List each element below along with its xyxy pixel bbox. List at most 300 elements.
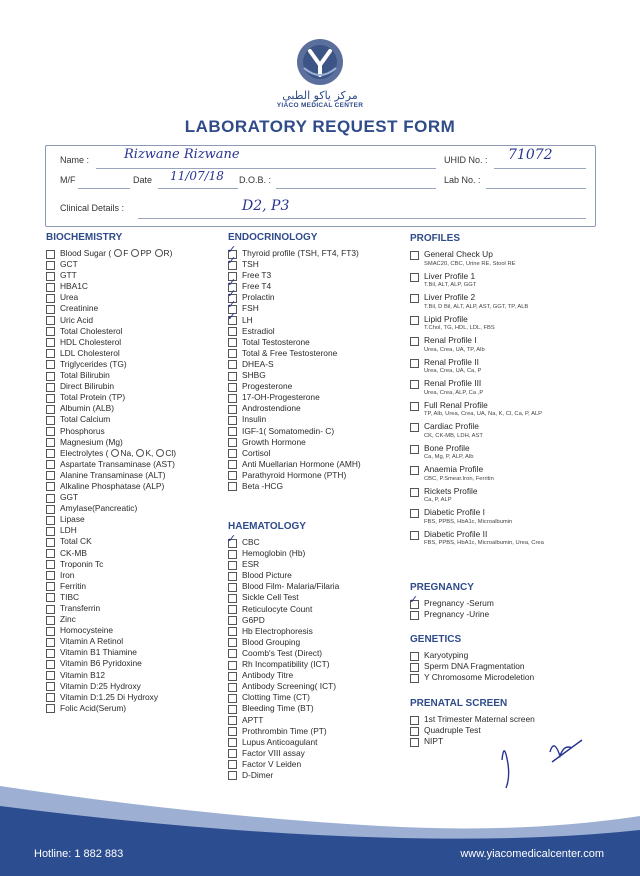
biochemistry-section — [46, 231, 176, 714]
checkbox[interactable] — [228, 594, 237, 603]
test-item-factor-v-leiden — [228, 759, 339, 770]
checkbox[interactable] — [410, 423, 419, 432]
mf-line — [78, 188, 130, 189]
radio-random[interactable] — [155, 249, 163, 257]
test-item-1st-trimester-maternal-screen — [410, 714, 535, 725]
test-item-vitamin-b1-thiamine — [46, 647, 176, 658]
test-item-progesterone — [228, 381, 361, 392]
profile-item-cardiac-profile — [410, 421, 544, 440]
checkbox[interactable] — [228, 583, 237, 592]
checkbox[interactable] — [228, 638, 237, 647]
profile-components: FBS, PPBS, HbA1c, Microalbumin, Urea, Crea — [424, 540, 544, 546]
test-label: Uric Acid — [60, 314, 94, 325]
checkbox[interactable] — [228, 605, 237, 614]
checkbox[interactable] — [228, 405, 237, 414]
test-label: Reticulocyte Count — [242, 603, 313, 614]
test-label: Vitamin B6 Pyridoxine — [60, 658, 142, 669]
checkbox[interactable] — [46, 605, 55, 614]
test-label: Phosphorus — [60, 425, 105, 436]
checkbox[interactable] — [228, 471, 237, 480]
dob-label: D.O.B. : — [239, 175, 272, 185]
checkbox[interactable] — [228, 394, 237, 403]
checkbox[interactable] — [46, 693, 55, 702]
test-item-blood-picture — [228, 570, 339, 581]
name-value[interactable]: Rizwane Rizwane — [124, 147, 240, 162]
checkbox[interactable] — [228, 705, 237, 714]
test-item-hba1c — [46, 281, 176, 292]
checkbox[interactable] — [46, 460, 55, 469]
checkbox[interactable] — [410, 466, 419, 475]
tick-mark-icon: ✓ — [227, 243, 237, 256]
profile-item-diabetic-profile-i — [410, 507, 544, 526]
checkbox[interactable] — [228, 683, 237, 692]
checkbox[interactable] — [228, 727, 237, 736]
checkbox[interactable] — [46, 616, 55, 625]
checkbox[interactable] — [228, 738, 237, 747]
test-label: Homocysteine — [60, 625, 114, 636]
test-label: Albumin (ALB) — [60, 403, 114, 414]
profile-name: Bone Profile — [424, 442, 470, 453]
checkbox[interactable] — [410, 738, 419, 747]
profile-name: Lipid Profile — [424, 313, 468, 324]
test-label: Blood Picture — [242, 570, 292, 581]
checkbox[interactable] — [410, 674, 419, 683]
test-item-direct-bilirubin — [46, 381, 176, 392]
test-item-parathyroid-hormone-pth — [228, 470, 361, 481]
profile-name: Renal Profile II — [424, 356, 479, 367]
electrolytes-item — [46, 448, 176, 459]
test-label: Parathyroid Hormone (PTH) — [242, 469, 347, 480]
checkbox[interactable] — [228, 561, 237, 570]
test-label: Total CK — [60, 536, 92, 547]
checkbox[interactable] — [46, 560, 55, 569]
radio-k[interactable] — [136, 449, 144, 457]
profile-components: TP, Alb, Urea, Crea, UA, Na, K, Cl, Ca, P, ALP — [424, 411, 543, 417]
checkbox[interactable] — [46, 427, 55, 436]
profile-item-rickets-profile — [410, 486, 544, 505]
test-item-prolactin — [227, 287, 361, 303]
test-item-tsh — [227, 254, 361, 270]
brand-arabic: مركز ياكو الطبي — [282, 89, 358, 102]
test-item-alkaline-phosphatase-alp — [46, 481, 176, 492]
checkbox[interactable] — [46, 638, 55, 647]
profile-components: Urea, Crea, UA, Ca, P — [424, 368, 482, 374]
test-item-total-free-testosterone — [228, 348, 361, 359]
checkbox[interactable] — [46, 294, 55, 303]
checkbox[interactable] — [228, 416, 237, 425]
test-item-sickle-cell-test — [228, 592, 339, 603]
test-label: Thyroid profile (TSH, FT4, FT3) — [242, 248, 359, 258]
test-label: Vitamin D:25 Hydroxy — [60, 680, 141, 691]
profile-name: Rickets Profile — [424, 485, 478, 496]
clinical-details-line — [138, 218, 586, 219]
checkbox[interactable] — [228, 460, 237, 469]
test-item-hemoglobin-hb — [228, 548, 339, 559]
test-item-phosphorus — [46, 426, 176, 437]
test-item-total-protein-tp — [46, 392, 176, 403]
profiles-section — [410, 232, 544, 550]
checkbox[interactable] — [46, 527, 55, 536]
checkbox[interactable] — [228, 771, 237, 780]
na-label: Na, — [120, 447, 134, 458]
test-label: Hb Electrophoresis — [242, 625, 313, 636]
tick-mark-icon: ✓ — [227, 287, 237, 301]
mf-label: M/F — [60, 175, 76, 185]
date-line — [158, 188, 238, 189]
test-label: HBA1C — [60, 281, 88, 292]
profile-components: T.Bil, D Bil, ALT, ALP, AST, GGT, TP, ALB — [424, 303, 529, 310]
test-label: APTT — [242, 714, 264, 725]
test-label: Total Protein (TP) — [60, 392, 126, 403]
endocrinology-section — [228, 231, 361, 492]
profile-components: CBC, P.Smear.Iron, Ferritin — [424, 475, 494, 482]
test-label: Amylase(Pancreatic) — [60, 503, 138, 514]
checkbox[interactable] — [410, 316, 419, 325]
profiles-title: PROFILES — [410, 233, 461, 244]
test-label: Total Bilirubin — [60, 370, 110, 381]
test-label: Bleeding Time (BT) — [242, 703, 314, 714]
checkbox[interactable] — [228, 338, 237, 347]
checkbox[interactable] — [410, 294, 419, 303]
lab-no-label: Lab No. : — [444, 175, 481, 185]
checkbox[interactable] — [228, 572, 237, 581]
profile-name: Renal Profile III — [424, 378, 482, 388]
profile-name: Cardiac Profile — [424, 421, 479, 431]
checkbox[interactable] — [410, 652, 419, 661]
checkbox[interactable] — [46, 416, 55, 425]
checkbox[interactable] — [46, 482, 55, 491]
checkbox[interactable] — [46, 327, 55, 336]
test-label: G6PD — [242, 614, 265, 625]
test-item-pregnancy-serum — [409, 593, 494, 609]
test-item-vitamin-b12 — [46, 670, 176, 681]
test-item-gtt — [46, 270, 176, 281]
yiaco-logo-icon — [296, 38, 344, 86]
checkbox[interactable] — [410, 337, 419, 346]
test-item-amylase-pancreatic — [46, 503, 176, 514]
radio-na[interactable] — [111, 449, 119, 457]
test-label: Factor VIII assay — [242, 747, 305, 758]
checkbox[interactable] — [46, 704, 55, 713]
test-item-d-dimer — [228, 770, 339, 781]
checkbox[interactable] — [46, 593, 55, 602]
checkbox[interactable] — [410, 531, 419, 540]
test-item-cbc — [227, 532, 339, 548]
uhid-line — [494, 168, 586, 169]
test-label: Creatinine — [60, 303, 99, 314]
test-item-rh-incompatibility-ict — [228, 659, 339, 670]
checkbox[interactable] — [410, 402, 419, 411]
test-item-dhea-s — [228, 359, 361, 370]
radio-fasting[interactable] — [114, 249, 122, 257]
patient-details-box — [45, 145, 596, 227]
test-item-factor-viii-assay — [228, 748, 339, 759]
test-label: Rh Incompatibility (ICT) — [242, 659, 330, 670]
checkbox[interactable] — [410, 380, 419, 389]
test-label: ESR — [242, 559, 260, 570]
checkbox[interactable] — [228, 427, 237, 436]
endocrinology-title: ENDOCRINOLOGY — [228, 232, 318, 243]
checkbox[interactable] — [46, 660, 55, 669]
profile-components: CK, CK-MB, LDH, AST — [424, 432, 483, 439]
test-label: Lupus Anticoagulant — [242, 736, 318, 747]
cl-label: Cl) — [165, 447, 177, 458]
test-item-anti-muellarian-hormone-amh — [228, 459, 361, 470]
test-label: Karyotyping — [424, 650, 469, 660]
test-item-transferrin — [46, 603, 176, 614]
checkbox[interactable] — [46, 471, 55, 480]
test-item-tibc — [46, 592, 176, 603]
checkbox[interactable] — [228, 672, 237, 681]
checkbox[interactable] — [46, 394, 55, 403]
checkbox[interactable] — [46, 438, 55, 447]
test-item-cortisol — [228, 448, 361, 459]
test-label: Coomb's Test (Direct) — [242, 647, 323, 658]
k-label: K, — [145, 447, 154, 458]
test-label: Clotting Time (CT) — [242, 692, 310, 703]
checkbox[interactable] — [46, 505, 55, 514]
test-label: Aspartate Transaminase (AST) — [60, 458, 175, 469]
test-label: Zinc — [60, 614, 76, 625]
biochemistry-title: BIOCHEMISTRY — [46, 232, 123, 243]
profile-name: Anaemia Profile — [424, 464, 484, 474]
checkbox[interactable] — [228, 349, 237, 358]
name-label: Name : — [60, 155, 90, 165]
test-item-ldl-cholesterol — [46, 348, 176, 359]
test-label: Total Cholesterol — [60, 325, 123, 336]
test-item-magnesium-mg — [46, 437, 176, 448]
fasting-label: F — [123, 248, 129, 258]
test-item-blood-grouping — [228, 637, 339, 648]
checkbox[interactable] — [410, 273, 419, 282]
checkbox[interactable] — [46, 516, 55, 525]
checkbox[interactable] — [46, 627, 55, 636]
test-item-alanine-transaminase-alt — [46, 470, 176, 481]
test-item-lupus-anticoagulant — [228, 737, 339, 748]
test-label: Cortisol — [242, 447, 271, 458]
test-item-fsh — [227, 298, 361, 314]
checkbox[interactable] — [46, 682, 55, 691]
clinical-details-value[interactable]: D2, P3 — [242, 198, 290, 214]
test-label: Pregnancy -Urine — [424, 609, 490, 620]
test-label: Beta -HCG — [242, 480, 283, 491]
tick-mark-icon: ✓ — [227, 298, 237, 312]
checkbox[interactable] — [46, 405, 55, 414]
test-label: Transferrin — [60, 603, 101, 613]
checkbox[interactable] — [46, 316, 55, 325]
test-label: Blood Grouping — [242, 636, 301, 647]
test-item-karyotyping — [410, 650, 534, 661]
checkbox[interactable] — [46, 649, 55, 658]
test-label: Lipase — [60, 514, 85, 525]
pregnancy-section — [410, 581, 494, 620]
checkbox[interactable] — [46, 671, 55, 680]
test-item-antibody-screening-ict — [228, 681, 339, 692]
test-item-iron — [46, 570, 176, 581]
checkbox[interactable] — [228, 616, 237, 625]
date-value[interactable]: 11/07/18 — [170, 169, 224, 183]
form-title: LABORATORY REQUEST FORM — [184, 117, 456, 136]
test-item-triglycerides-tg — [46, 359, 176, 370]
website-link[interactable]: www.yiacomedicalcenter.com — [460, 848, 604, 860]
test-item-free-t4 — [227, 276, 361, 292]
test-label: NIPT — [424, 736, 444, 747]
checkbox[interactable] — [46, 250, 55, 259]
checkbox[interactable] — [46, 261, 55, 270]
profile-name: Liver Profile 2 — [424, 292, 476, 302]
test-item-creatinine — [46, 303, 176, 314]
checkbox[interactable] — [228, 694, 237, 703]
test-item-lh — [227, 309, 361, 326]
test-label: Factor V Leiden — [242, 758, 302, 769]
checkbox[interactable] — [46, 283, 55, 292]
checkbox[interactable] — [228, 383, 237, 392]
checkbox[interactable] — [46, 338, 55, 347]
random-label: R) — [163, 248, 173, 258]
tick-mark-icon: ✓ — [409, 593, 419, 606]
checkbox[interactable] — [46, 449, 55, 458]
checkbox[interactable] — [410, 663, 419, 672]
profile-components: T.Chol, TG, HDL, LDL, FBS — [424, 325, 495, 331]
checkbox[interactable] — [410, 716, 419, 725]
checkbox[interactable] — [228, 372, 237, 381]
profile-components: Ca, P, ALP — [424, 497, 452, 503]
pregnancy-title: PREGNANCY — [410, 582, 474, 593]
test-item-troponin-tc — [46, 559, 176, 570]
test-label: FSH — [242, 303, 259, 314]
checkbox[interactable] — [46, 372, 55, 381]
test-label: Progesterone — [242, 381, 293, 392]
test-item-folic-acid-serum — [46, 703, 176, 714]
test-label: Folic Acid(Serum) — [60, 702, 127, 713]
test-item-estradiol — [228, 326, 361, 337]
checkbox[interactable] — [228, 482, 237, 491]
test-item-antibody-titre — [228, 670, 339, 681]
test-item-albumin-alb — [46, 403, 176, 414]
profile-name: General Check Up — [424, 249, 493, 259]
checkbox[interactable] — [46, 538, 55, 547]
test-label: CK-MB — [60, 547, 87, 558]
test-label: 1st Trimester Maternal screen — [424, 714, 535, 724]
test-label: Alanine Transaminase (ALT) — [60, 469, 166, 480]
checkbox[interactable] — [410, 359, 419, 368]
checkbox[interactable] — [46, 349, 55, 358]
test-label: Alkaline Phosphatase (ALP) — [60, 480, 165, 491]
checkbox[interactable] — [228, 749, 237, 758]
test-item-total-ck — [46, 536, 176, 547]
test-item-thyroid-profile-tsh-ft4-ft3 — [227, 243, 361, 259]
test-label: Blood Film- Malaria/Filaria — [242, 581, 340, 592]
test-label: Total Calcium — [60, 414, 111, 425]
test-label: Total Testosterone — [242, 336, 310, 347]
checkbox[interactable] — [46, 305, 55, 314]
test-label: Quadruple Test — [424, 725, 481, 736]
haematology-section — [228, 520, 339, 781]
test-label: GTT — [60, 270, 77, 281]
date-label: Date — [133, 175, 153, 185]
dob-line — [276, 188, 436, 189]
test-item-beta-hcg — [228, 481, 361, 492]
test-label: Pregnancy -Serum — [424, 598, 494, 608]
profile-components: T.Bil, ALT, ALP, GGT — [424, 282, 477, 288]
test-item-urea — [46, 292, 176, 303]
checkbox[interactable] — [228, 327, 237, 336]
test-item-androstendione — [228, 403, 361, 414]
profile-name: Full Renal Profile — [424, 399, 488, 410]
checkbox[interactable] — [410, 445, 419, 454]
tick-mark-icon: ✓ — [227, 532, 237, 545]
test-label: DHEA-S — [242, 358, 274, 369]
test-label: Vitamin B12 — [60, 669, 106, 680]
profile-item-liver-profile-1 — [410, 271, 544, 290]
checkbox[interactable] — [46, 272, 55, 281]
profile-item-bone-profile — [410, 443, 544, 462]
checkbox[interactable] — [228, 438, 237, 447]
checkbox[interactable] — [228, 760, 237, 769]
test-label: Growth Hormone — [242, 436, 306, 447]
checkbox[interactable] — [410, 611, 419, 620]
checkbox[interactable] — [46, 571, 55, 580]
test-label: Insulin — [242, 414, 267, 425]
test-label: GGT — [60, 492, 79, 503]
radio-pp[interactable] — [131, 249, 139, 257]
checkbox[interactable] — [46, 360, 55, 369]
uhid-value[interactable]: 71072 — [508, 147, 553, 163]
radio-cl[interactable] — [156, 449, 164, 457]
test-label: Free T4 — [242, 281, 272, 292]
test-item-y-chromosome-microdeletion — [410, 672, 534, 683]
checkbox[interactable] — [228, 716, 237, 725]
test-item-uric-acid — [46, 315, 176, 326]
checkbox[interactable] — [410, 251, 419, 260]
checkbox[interactable] — [410, 509, 419, 518]
checkbox[interactable] — [46, 549, 55, 558]
test-label: Free T3 — [242, 270, 272, 281]
test-label: Prolactin — [242, 292, 275, 303]
test-item-prothrombin-time-pt — [228, 726, 339, 737]
test-label: Estradiol — [242, 325, 275, 336]
test-label: 17-OH-Progesterone — [242, 392, 320, 403]
checkbox[interactable] — [410, 488, 419, 497]
checkbox[interactable] — [228, 550, 237, 559]
test-label: Anti Muellarian Hormone (AMH) — [242, 458, 361, 469]
checkbox[interactable] — [228, 360, 237, 369]
checkbox[interactable] — [228, 661, 237, 670]
checkbox[interactable] — [228, 649, 237, 658]
checkbox[interactable] — [46, 494, 55, 503]
checkbox[interactable] — [410, 727, 419, 736]
profile-components: Urea, Crea, UA, TP, Alb — [424, 346, 485, 353]
checkbox[interactable] — [46, 383, 55, 392]
genetics-section — [410, 633, 534, 683]
test-item-vitamin-d-1-25-di-hydroxy — [46, 692, 176, 703]
test-item-free-t3 — [228, 270, 361, 281]
test-item-igf-1-somatomedin-c — [228, 426, 361, 437]
test-item-homocysteine — [46, 625, 176, 636]
test-item-insulin — [228, 414, 361, 425]
checkbox[interactable] — [228, 627, 237, 636]
checkbox[interactable] — [228, 449, 237, 458]
test-item-total-calcium — [46, 414, 176, 425]
electrolytes-label: Electrolytes ( — [60, 447, 109, 458]
test-label: LH — [242, 314, 253, 325]
test-label: Urea — [60, 292, 79, 303]
profile-item-liver-profile-2 — [410, 292, 544, 311]
test-label: Total & Free Testosterone — [242, 347, 338, 358]
test-item-vitamin-a-retinol — [46, 636, 176, 647]
test-item-hb-electrophoresis — [228, 626, 339, 637]
checkbox[interactable] — [46, 582, 55, 591]
